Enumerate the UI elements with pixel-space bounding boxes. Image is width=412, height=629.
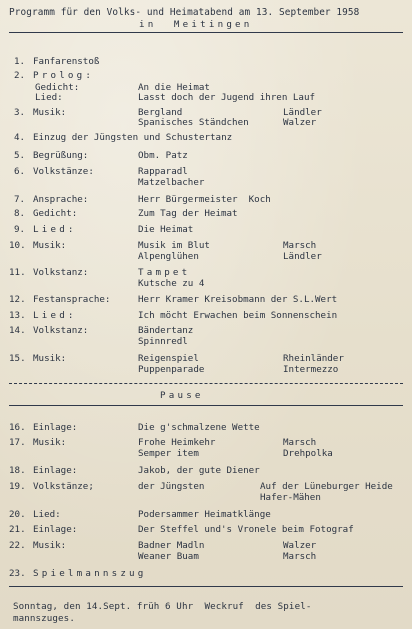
item-number: 5. [14,150,26,161]
item-number: 12. [9,294,26,305]
item-number: 18. [9,465,26,476]
item-number: 4. [14,132,26,143]
item-text: Rapparadl [138,166,188,177]
footer-line-2: mannszuges. [13,613,75,624]
item-text: Musik im Blut [138,240,210,251]
item-text: Der Steffel und's Vronele beim Fotograf [138,524,354,535]
header-location: in Meitingen [139,19,253,30]
item-text: An die Heimat [138,82,210,93]
item-text: Spanisches Ständchen [138,117,249,128]
item-label: Spielmannszug [33,568,147,579]
item-label: Volkstanz: [33,267,89,278]
item-number: 20. [9,509,26,520]
footer-line-1: Sonntag, den 14.Sept. früh 6 Uhr Weckruf des Spiel- [13,601,312,612]
item-text: Weaner Buam [138,551,199,562]
item-label: Gedicht: [33,208,78,219]
item-number: 11. [9,267,26,278]
item-text: Podersammer Heimatklänge [138,509,271,520]
header-title: Programm für den Volks- und Heimatabend am 13. September 1958 [9,7,360,18]
item-number: 6. [14,166,26,177]
item-label: Volkstänze: [33,166,94,177]
item-sublabel: Lied: [35,92,63,103]
item-label: Musik: [33,240,67,251]
item-text: Badner Madln [138,540,205,551]
item-number: 22. [9,540,26,551]
item-text: Obm. Patz [138,150,188,161]
item-number: 14. [9,325,26,336]
item-label: Einzug der Jüngsten und Schustertanz [33,132,233,143]
header-divider [9,32,403,33]
item-type: Intermezzo [283,364,339,375]
item-label: Musik: [33,437,67,448]
item-type: Rheinländer [283,353,344,364]
item-label: Lied: [33,310,77,321]
item-sublabel: Gedicht: [35,82,80,93]
pause-divider-top [9,383,403,384]
item-type: Marsch [283,437,317,448]
item-text: Spinnredl [138,336,188,347]
item-number: 23. [9,568,26,579]
footer-divider [9,586,403,587]
item-text: Herr Bürgermeister Koch [138,194,271,205]
item-text: Lasst doch der Jugend ihren Lauf [138,92,316,103]
item-number: 8. [14,208,26,219]
item-text: Jakob, der gute Diener [138,465,260,476]
item-text: Herr Kramer Kreisobmann der S.L.Wert [138,294,338,305]
pause-divider-bottom [9,405,403,406]
item-text: Bändertanz [138,325,194,336]
item-text: Tampet [138,267,191,278]
item-text: Kutsche zu 4 [138,278,205,289]
item-text: Alpenglühen [138,251,199,262]
item-number: 15. [9,353,26,364]
item-label: Volkstanz: [33,325,89,336]
item-text: Auf der Lüneburger Heide [260,481,393,492]
item-text: Semper item [138,448,199,459]
item-label: Musik: [33,353,67,364]
item-text: Puppenparade [138,364,205,375]
item-number: 7. [14,194,26,205]
item-type: Walzer [283,540,317,551]
item-number: 9. [14,224,26,235]
item-text: Hafer-Mähen [260,492,321,503]
item-text: Bergland [138,107,183,118]
item-label: Einlage: [33,524,78,535]
item-text: Zum Tag der Heimat [138,208,238,219]
item-label: Begrüßung: [33,150,89,161]
item-text: Die g'schmalzene Wette [138,422,260,433]
item-text: Ich möcht Erwachen beim Sonnenschein [138,310,338,321]
item-text: Frohe Heimkehr [138,437,216,448]
item-label: Prolog: [33,70,95,81]
item-label: Lied: [33,509,61,520]
item-type: Drehpolka [283,448,333,459]
item-text: der Jüngsten [138,481,205,492]
item-label: Ansprache: [33,194,89,205]
item-number: 2. [14,70,26,81]
item-number: 16. [9,422,26,433]
item-label: Lied: [33,224,77,235]
item-number: 3. [14,107,26,118]
item-text: Die Heimat [138,224,194,235]
item-number: 21. [9,524,26,535]
item-label: Einlage: [33,465,78,476]
item-label: Einlage: [33,422,78,433]
item-number: 19. [9,481,26,492]
item-label: Fanfarenstoß [33,56,100,67]
item-text: Reigenspiel [138,353,199,364]
item-number: 17. [9,437,26,448]
item-label: Musik: [33,540,67,551]
item-number: 10. [9,240,26,251]
item-label: Musik: [33,107,67,118]
pause-heading: Pause [160,390,204,401]
item-type: Marsch [283,240,317,251]
item-type: Ländler [283,251,322,262]
item-text: Matzelbacher [138,177,205,188]
item-number: 1. [14,56,26,67]
item-type: Marsch [283,551,317,562]
item-label: Festansprache: [33,294,111,305]
item-label: Volkstänze; [33,481,94,492]
item-type: Walzer [283,117,317,128]
item-number: 13. [9,310,26,321]
item-type: Ländler [283,107,322,118]
